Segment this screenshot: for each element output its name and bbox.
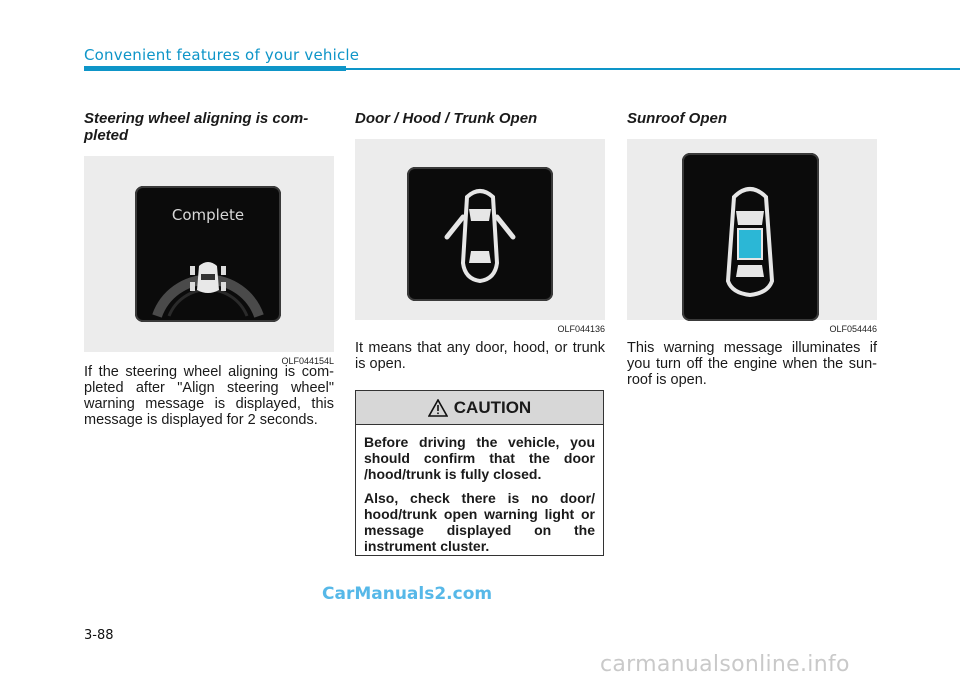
caution-paragraph: Also, check there is no door/ hood/trunk open warning light or message displayed on the instrument cluster. xyxy=(364,490,595,554)
figure-code: OLF044154L xyxy=(281,356,334,366)
sunroof-car-icon xyxy=(682,153,819,321)
heading-line-1: Steering wheel aligning is com- xyxy=(84,110,309,127)
section-body: It means that any door, hood, or trunk is open. xyxy=(355,340,605,372)
header-accent-bar xyxy=(84,66,346,71)
figure-steering-complete xyxy=(84,156,334,366)
cluster-display xyxy=(407,167,553,301)
caution-title: CAUTION xyxy=(453,397,532,417)
section-heading xyxy=(84,110,334,144)
screen-text: Complete xyxy=(171,206,245,224)
header-rule xyxy=(346,68,960,70)
section-header-title: Convenient features of your vehicle xyxy=(84,46,360,64)
cluster-display xyxy=(682,153,819,321)
section-body: This warning message illuminates if you turn off the engine when the sun-roof is open. xyxy=(627,340,877,388)
footer-site-watermark: carmanualsonline.info xyxy=(600,652,850,677)
figure-door-open xyxy=(355,139,605,334)
caution-box xyxy=(355,390,604,556)
steering-complete-illustration xyxy=(135,186,281,322)
section-steering-complete xyxy=(84,110,334,428)
section-body: If the steering wheel aligning is com-pleted after "Align steering wheel" warning message is displayed, this message is displayed for 2 seconds. xyxy=(84,364,334,428)
warning-triangle-icon xyxy=(428,399,448,417)
page-number: 3-88 xyxy=(84,628,114,643)
watermark-link[interactable]: CarManuals2.com xyxy=(322,584,493,604)
door-open-car-icon xyxy=(407,167,553,301)
section-heading: Sunroof Open xyxy=(627,110,727,127)
heading-line-2: pleted xyxy=(84,127,129,144)
caution-paragraph: Before driving the vehicle, you should confirm that the door /hood/trunk is fully closed. xyxy=(364,434,595,482)
caution-body xyxy=(356,425,603,554)
section-sunroof-open xyxy=(627,110,877,388)
section-door-open xyxy=(355,110,605,372)
figure-code: OLF044136 xyxy=(557,324,605,334)
section-heading: Door / Hood / Trunk Open xyxy=(355,110,538,127)
cluster-display xyxy=(135,186,281,322)
figure-code: OLF054446 xyxy=(829,324,877,334)
figure-sunroof-open xyxy=(627,139,877,334)
caution-header xyxy=(356,391,603,425)
